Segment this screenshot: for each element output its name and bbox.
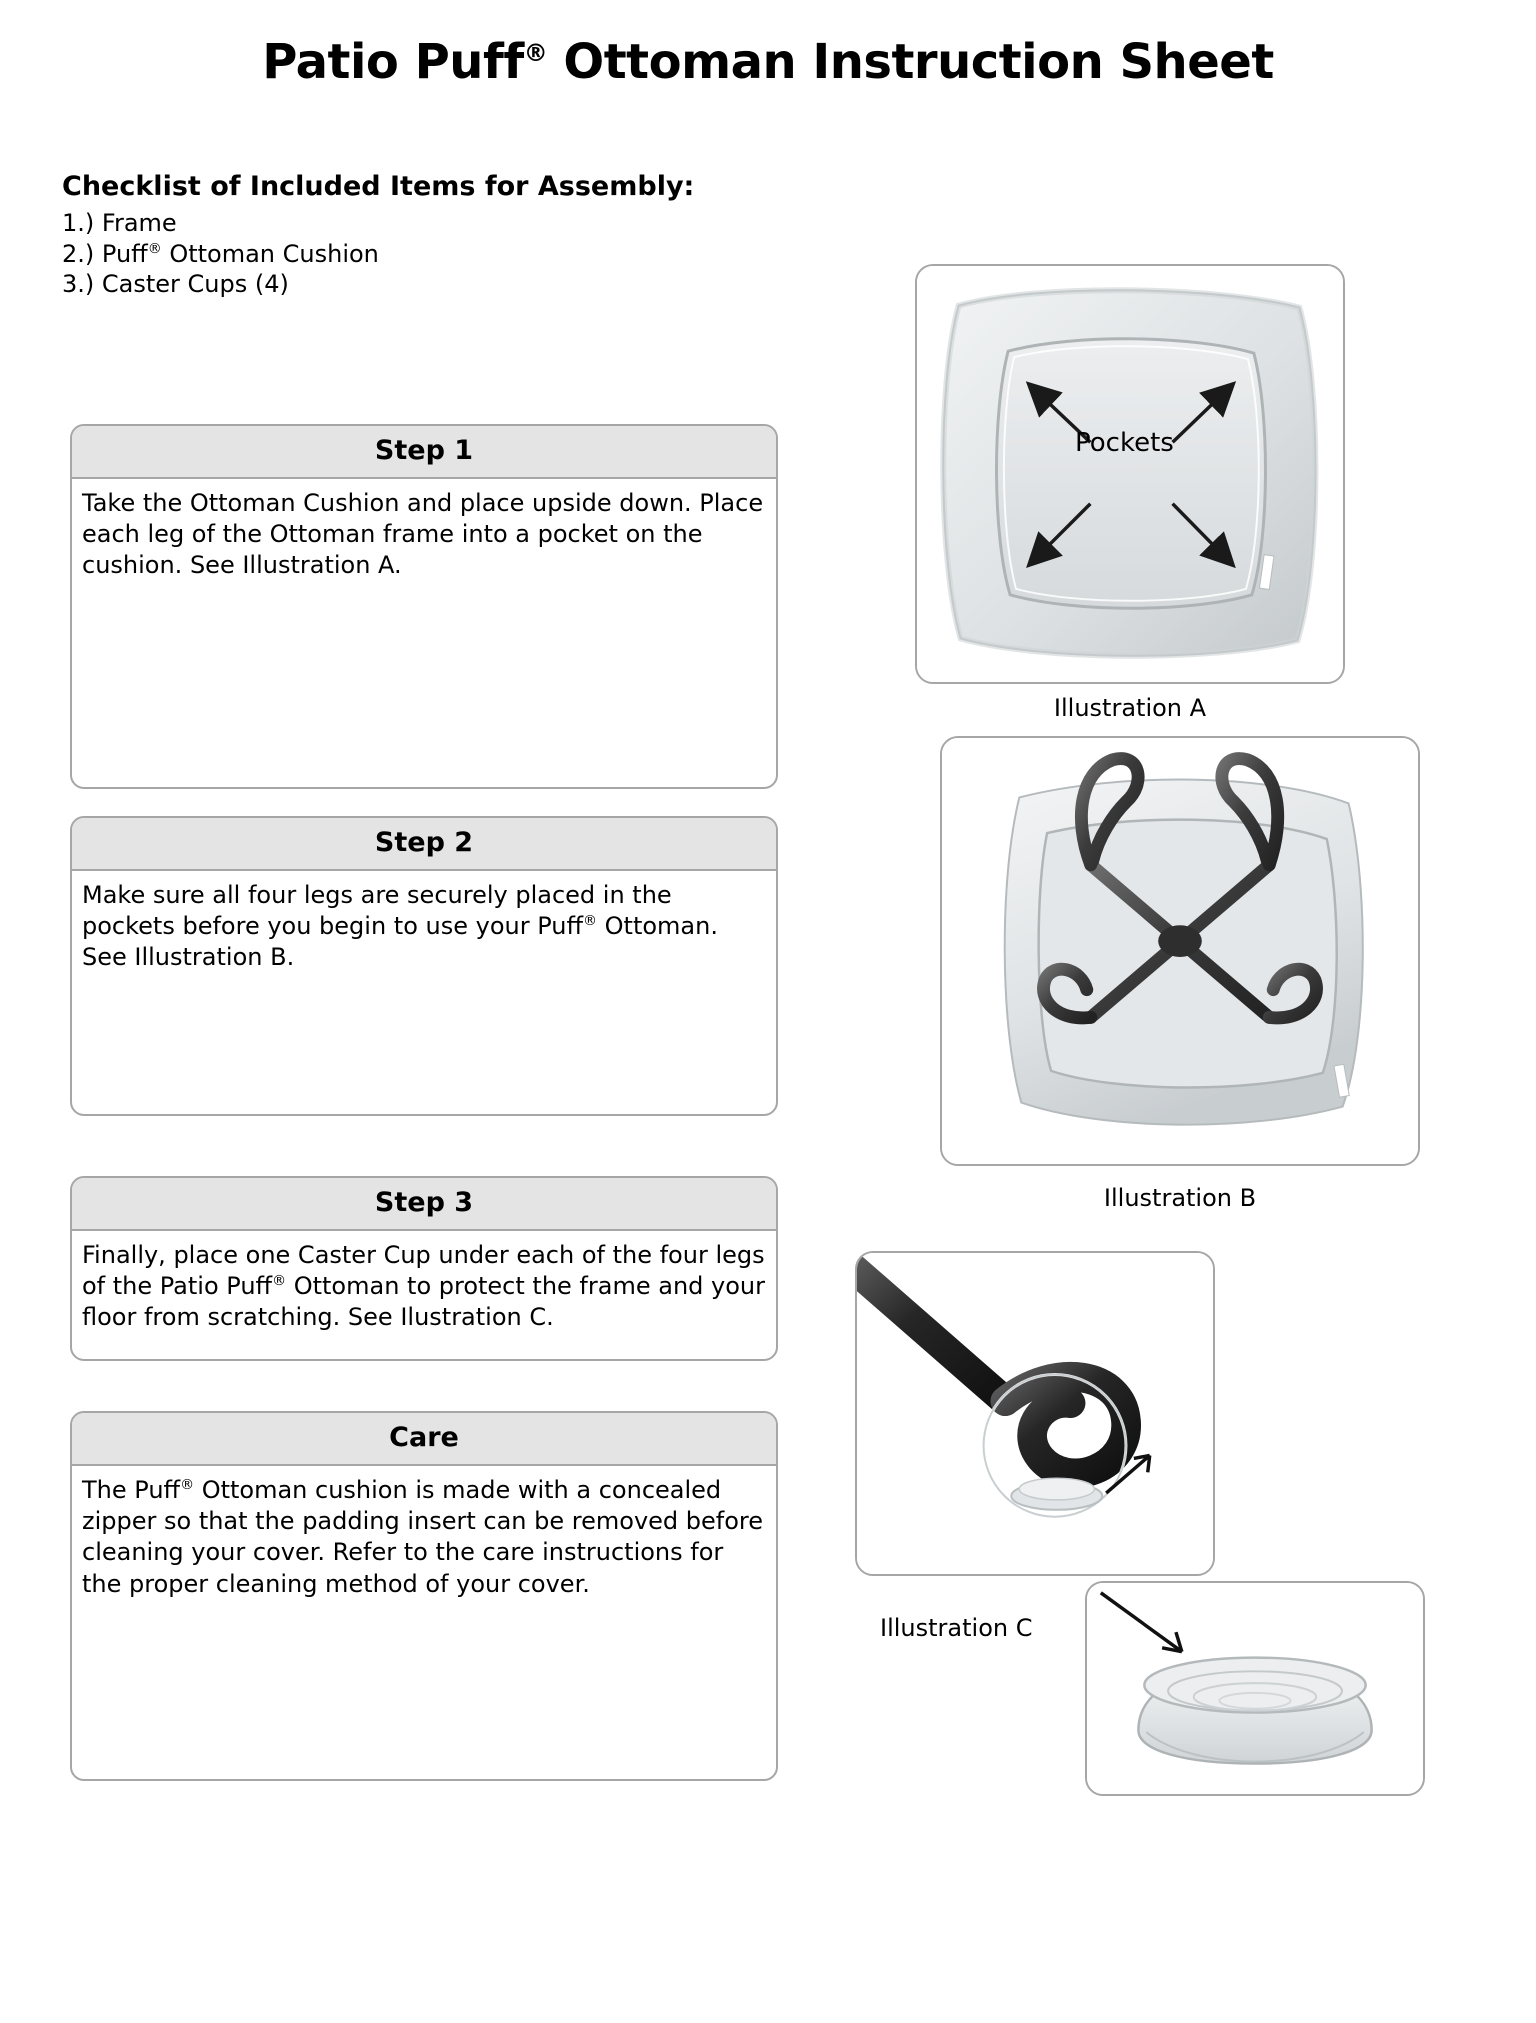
registered-mark-icon: ® [523, 39, 548, 67]
registered-mark-icon: ® [147, 240, 162, 257]
checklist-item-2-pre: 2.) Puff [62, 239, 148, 268]
registered-mark-icon: ® [272, 1273, 287, 1290]
step-1-body: Take the Ottoman Cushion and place upside down. Place each leg of the Ottoman frame into a pocket on the cushion. See Illustration A. [82, 489, 764, 580]
checklist [62, 171, 862, 300]
care-body [72, 1466, 776, 1610]
illustration-a-caption: Illustration A [1053, 694, 1207, 722]
step-1-title: Step 1 [72, 426, 776, 479]
checklist-item-1: 1.) Frame [62, 209, 177, 237]
checklist-heading: Checklist of Included Items for Assembly: [62, 171, 695, 202]
frame-in-pockets-icon [942, 738, 1418, 1164]
step-3-body [72, 1231, 776, 1344]
checklist-item-3: 3.) Caster Cups (4) [62, 270, 289, 299]
step-2-body [72, 871, 776, 984]
illustration-b-image [940, 736, 1420, 1166]
leg-with-caster-cup-icon [857, 1253, 1213, 1574]
care-body-pre: The Puff [82, 1476, 181, 1504]
illustration-b-caption: Illustration B [1103, 1184, 1257, 1212]
care-body-post: Ottoman cushion is made with a concealed zipper so that the padding insert can be removed before cleaning your cover. Refer to the care instructions for the proper cleaning method of your cover. [82, 1476, 764, 1598]
illustration-a-image [915, 264, 1345, 684]
caster-cup-detail-image [1085, 1581, 1425, 1796]
step-1-card [70, 424, 778, 789]
step-3-card [70, 1176, 778, 1361]
registered-mark-icon: ® [180, 1477, 195, 1493]
step-3-body-post: Ottoman to protect the frame and your floor from scratching. See Ilustration C. [82, 1272, 765, 1332]
step-2-title: Step 2 [72, 818, 776, 871]
page-title-rest: Ottoman Instruction Sheet [547, 34, 1274, 90]
page-title [0, 36, 1536, 89]
step-3-body-pre: Finally, place one Caster Cup under each of the four legs of the Patio Puff [82, 1241, 765, 1301]
checklist-item-2-post: Ottoman Cushion [161, 239, 379, 268]
caster-cup-icon [1087, 1583, 1423, 1794]
page-title-main: Patio Puff [262, 34, 524, 90]
cushion-top-view-icon [917, 266, 1343, 682]
illustration-c-image [855, 1251, 1215, 1576]
step-2-body-post: Ottoman. See Illustration B. [82, 912, 718, 972]
illustration-c-caption: Illustration C [880, 1614, 1033, 1642]
care-title: Care [72, 1413, 776, 1466]
care-card [70, 1411, 778, 1781]
step-2-card [70, 816, 778, 1116]
checklist-item-2 [62, 239, 862, 270]
step-3-title: Step 3 [72, 1178, 776, 1231]
registered-mark-icon: ® [583, 913, 598, 930]
step-2-body-pre: Make sure all four legs are securely placed in the pockets before you begin to use your Puff [82, 881, 672, 941]
pockets-label: Pockets [1075, 428, 1174, 458]
